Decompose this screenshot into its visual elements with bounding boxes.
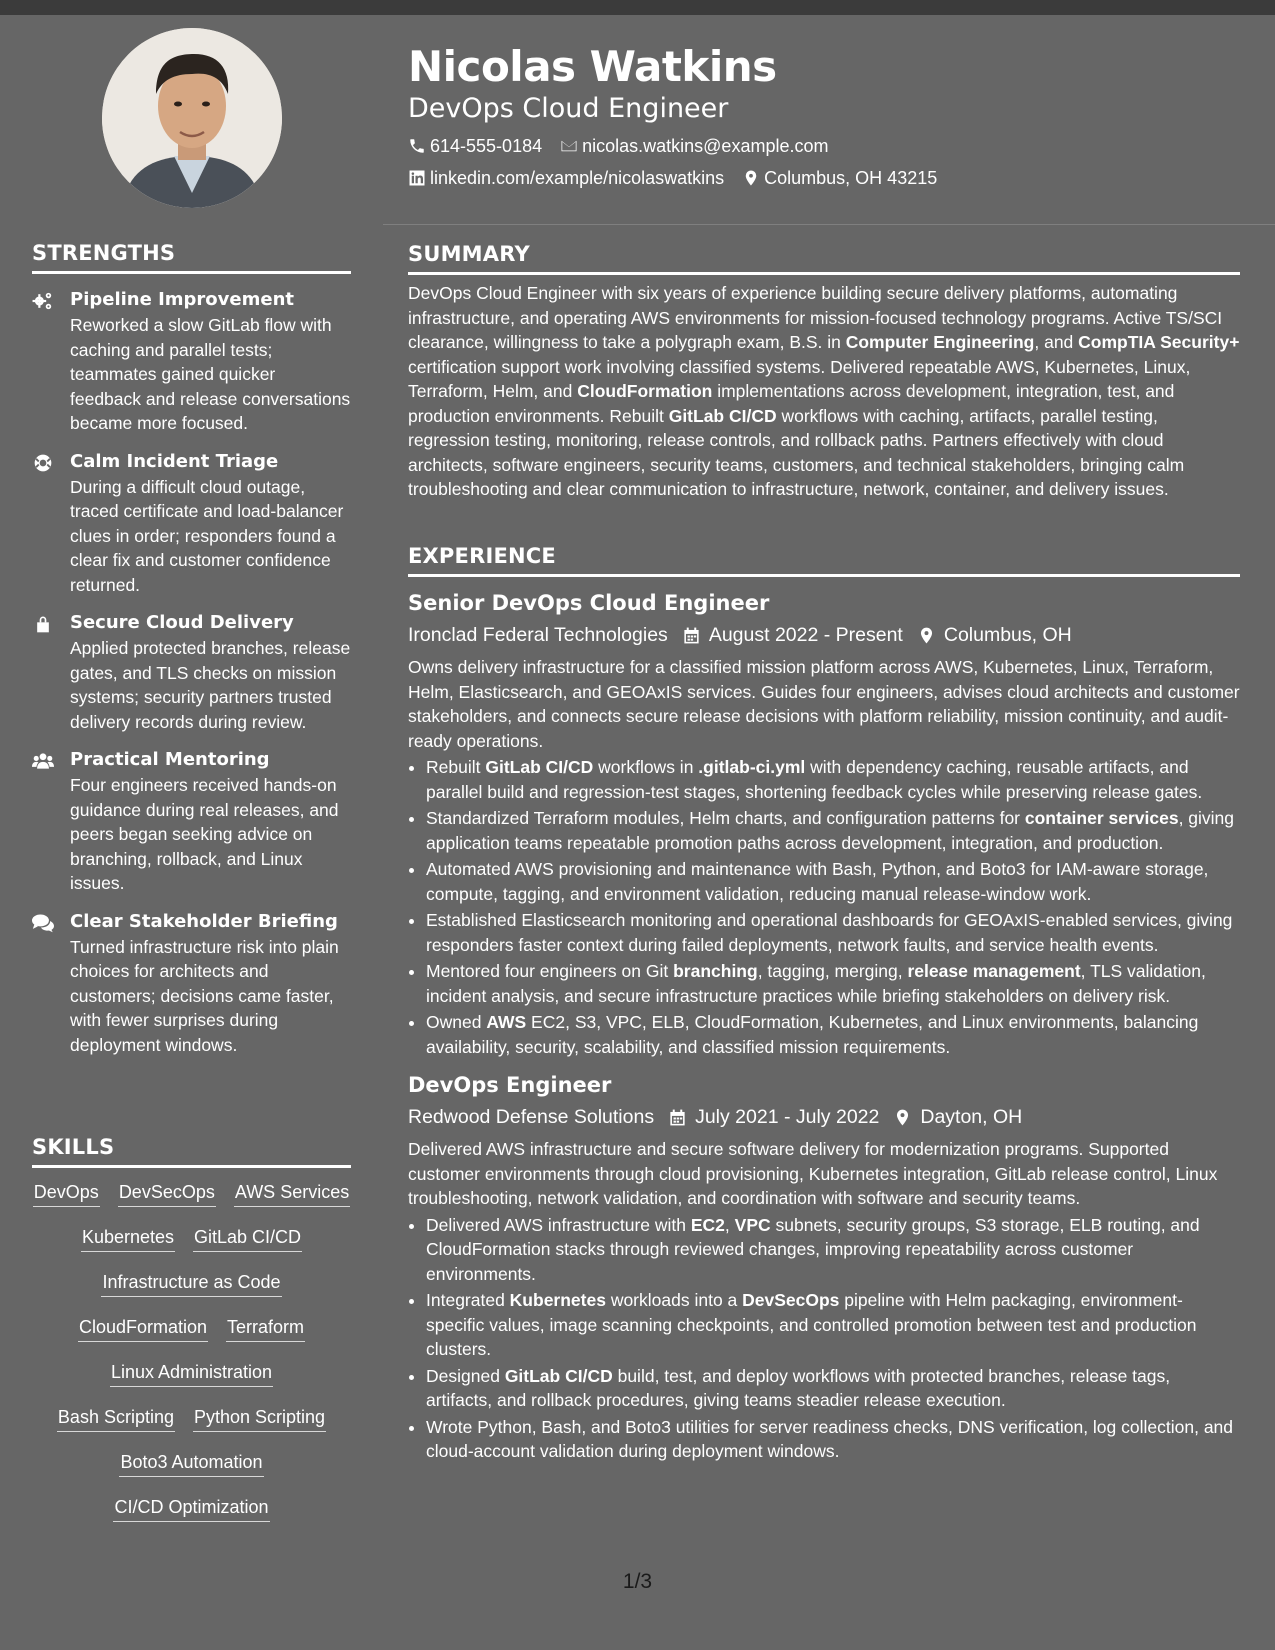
- map-marker-icon: [917, 626, 936, 645]
- skills-heading: SKILLS: [32, 1135, 351, 1168]
- location-contact: [742, 166, 937, 190]
- bullet-item: • Standardized Terraform modules, Helm charts, and configuration patterns for container services, giving application teams repeatable promotion paths across development, integration, and production.: [426, 806, 1240, 855]
- skill-tag: Boto3 Automation: [119, 1450, 263, 1477]
- bullet-item: • Automated AWS provisioning and maintenance with Bash, Python, and Boto3 for IAM-aware storage, compute, tagging, and environment validation, reducing manual release-window work.: [426, 857, 1240, 906]
- bold-term: DevSecOps: [742, 1290, 840, 1310]
- calendar-icon: [668, 1108, 687, 1127]
- bold-term: AWS: [486, 1012, 527, 1032]
- phone-icon: [408, 137, 426, 155]
- strengths-heading: STRENGTHS: [32, 241, 351, 274]
- skill-tag: Python Scripting: [193, 1405, 326, 1432]
- bold-term: container services: [1024, 808, 1179, 828]
- job-entry: [408, 589, 1240, 1059]
- bold-term: CompTIA Security+: [1078, 332, 1240, 352]
- company-name: Redwood Defense Solutions: [408, 1106, 655, 1128]
- skill-tag: Infrastructure as Code: [101, 1270, 281, 1297]
- job-bullets: [408, 755, 1240, 1059]
- skill-tag: Bash Scripting: [57, 1405, 175, 1432]
- skills-list: [32, 1180, 351, 1540]
- job-description: Delivered AWS infrastructure and secure software delivery for modernization programs. Supported customer environments through cloud provisioning, Kubernetes integration, GitLab release control, Linux troubleshooting, network validation, and coordination with software and security teams.: [408, 1139, 1218, 1208]
- gears-icon: [32, 291, 54, 311]
- skill-tag: GitLab CI/CD: [193, 1225, 302, 1252]
- candidate-title: DevOps Cloud Engineer: [408, 93, 729, 124]
- bold-term: GitLab CI/CD: [504, 1365, 613, 1386]
- bullet-item: • Wrote Python, Bash, and Boto3 utilities for server readiness checks, DNS verification, log collection, and cloud-account validation during deployment windows.: [426, 1415, 1240, 1464]
- job-title: Senior DevOps Cloud Engineer: [408, 591, 770, 615]
- strength-title: Calm Incident Triage: [70, 450, 279, 472]
- candidate-name: Nicolas Watkins: [408, 42, 777, 91]
- location-text: Columbus, OH 43215: [764, 168, 938, 188]
- bold-term: GitLab CI/CD: [485, 757, 594, 777]
- calendar-icon: [682, 626, 701, 645]
- bullet-item: • Rebuilt GitLab CI/CD workflows in .gitlab-ci.yml with dependency caching, reusable artifacts, and parallel build and regression-test stages, shortening feedback cycles while preserving release gates.: [426, 755, 1240, 804]
- skill-row: [32, 1495, 351, 1540]
- job-location: Dayton, OH: [920, 1106, 1023, 1128]
- skill-tag: CI/CD Optimization: [113, 1495, 269, 1522]
- strength-title: Practical Mentoring: [70, 749, 270, 770]
- strength-title: Pipeline Improvement: [70, 289, 294, 310]
- contact-row-2: [408, 166, 1248, 190]
- linkedin-text: linkedin.com/example/nicolaswatkins: [430, 168, 725, 188]
- comments-icon: [32, 913, 54, 933]
- strength-title: Clear Stakeholder Briefing: [70, 910, 338, 932]
- skill-tag: DevSecOps: [118, 1180, 216, 1207]
- email-text: nicolas.watkins@example.com: [582, 136, 829, 156]
- experience-section: [408, 544, 1240, 1466]
- profile-photo: [102, 28, 282, 208]
- skill-row: [32, 1360, 351, 1405]
- strength-item: [32, 450, 351, 598]
- envelope-icon: [560, 137, 578, 155]
- job-dates: July 2021 - July 2022: [695, 1106, 880, 1128]
- bullet-item: • Established Elasticsearch monitoring and operational dashboards for GEOAxIS-enabled services, giving responders faster context during failed deployments, network faults, and service health events.: [426, 908, 1240, 957]
- skill-tag: DevOps: [33, 1180, 100, 1207]
- skill-row: [32, 1270, 351, 1315]
- strength-text: Applied protected branches, release gates, and TLS checks on mission systems; security partners trusted delivery records during review.: [70, 638, 351, 732]
- strength-text: Turned infrastructure risk into plain choices for architects and customers; decisions came faster, with fewer surprises during deployment windows.: [70, 936, 339, 1055]
- skills-section: [32, 1135, 351, 1540]
- job-meta: [408, 621, 1240, 649]
- job-title: DevOps Engineer: [408, 1073, 612, 1097]
- bullet-item: • Integrated Kubernetes workloads into a DevSecOps pipeline with Helm packaging, environment-specific values, image scanning checkpoints, and controlled promotion between test and production clusters.: [426, 1288, 1240, 1362]
- strength-item: [32, 611, 351, 734]
- job-description: Owns delivery infrastructure for a classified mission platform across AWS, Kubernetes, Linux, Terraform, Helm, Elasticsearch, and GEOAxIS services. Guides four engineers, advises cloud architects and customer stakeholders, and connects secure release decisions with platform reliability, mission continuity, and audit-ready operations.: [408, 657, 1240, 751]
- bullet-item: • Owned AWS EC2, S3, VPC, ELB, CloudFormation, Kubernetes, and Linux environments, balancing availability, security, scalability, and classified mission requirements.: [426, 1010, 1240, 1059]
- skill-row: [32, 1315, 351, 1360]
- bold-term: release management: [907, 961, 1081, 981]
- bold-term: GitLab CI/CD: [668, 405, 777, 426]
- bullet-item: • Delivered AWS infrastructure with EC2, VPC subnets, security groups, S3 storage, ELB routing, and CloudFormation stacks through reviewed changes, improving repeatability across customer environments.: [426, 1213, 1240, 1287]
- experience-heading: EXPERIENCE: [408, 544, 1240, 577]
- contact-row-1: [408, 134, 1248, 158]
- job-entry: [408, 1071, 1240, 1464]
- skill-tag: Kubernetes: [81, 1225, 175, 1252]
- skill-tag: Terraform: [226, 1315, 305, 1342]
- resume-header: [408, 42, 1248, 190]
- bold-term: CloudFormation: [577, 381, 713, 401]
- bold-term: Kubernetes: [509, 1290, 606, 1310]
- linkedin-contact[interactable]: [408, 166, 724, 190]
- strength-text: Reworked a slow GitLab flow with caching and parallel tests; teammates gained quicker feedback and release conversations became more focused.: [70, 315, 351, 433]
- bold-term: EC2: [690, 1214, 725, 1235]
- skill-row: [32, 1450, 351, 1495]
- top-bar: [0, 0, 1275, 15]
- lifebuoy-icon: [32, 453, 54, 473]
- email-contact[interactable]: [560, 134, 828, 158]
- summary-heading: SUMMARY: [408, 242, 1240, 275]
- strengths-list: [32, 288, 351, 1057]
- bold-term: branching: [673, 961, 758, 981]
- job-bullets: [408, 1213, 1240, 1464]
- phone-text: 614-555-0184: [430, 136, 543, 156]
- map-marker-icon: [742, 169, 760, 187]
- summary-text: DevOps Cloud Engineer with six years of experience building secure delivery platforms, automating infrastructure, and operating AWS environments for mission-focused technology programs. Active TS/SCI clearance, willingness to take a polygraph exam, B.S. in Computer Engineering, and CompTIA Security+ certification support work involving classified systems. Delivered repeatable AWS, Kubernetes, Linux, Terraform, Helm, and CloudFormation implementations across development, integration, test, and production environments. Rebuilt GitLab CI/CD workflows with caching, artifacts, parallel testing, regression testing, monitoring, release controls, and rollback paths. Partners effectively with cloud architects, software engineers, security teams, customers, and technical stakeholders, bringing calm troubleshooting and clear communication to infrastructure, network, container, and delivery issues.: [408, 283, 1240, 499]
- bold-term: VPC: [734, 1214, 771, 1235]
- skill-row: [32, 1225, 351, 1270]
- skill-tag: Linux Administration: [110, 1360, 273, 1387]
- lock-icon: [32, 614, 54, 634]
- skill-row: [32, 1180, 351, 1225]
- strength-item: [32, 288, 351, 436]
- bullet-item: • Mentored four engineers on Git branching, tagging, merging, release management, TLS validation, incident analysis, and secure infrastructure practices while briefing stakeholders on delivery risk.: [426, 959, 1240, 1008]
- skill-tag: CloudFormation: [78, 1315, 208, 1342]
- strengths-section: [32, 241, 351, 1057]
- strength-title: Secure Cloud Delivery: [70, 612, 294, 633]
- page-number: 1/3: [622, 1570, 653, 1593]
- summary-section: [408, 242, 1240, 502]
- company-name: Ironclad Federal Technologies: [408, 624, 668, 646]
- strength-text: During a difficult cloud outage, traced certificate and load-balancer clues in order; responders found a clear fix and customer confidence returned.: [70, 476, 344, 595]
- bold-term: Computer Engineering: [845, 332, 1035, 352]
- strength-text: Four engineers received hands-on guidance during real releases, and peers began seeking advice on branching, rollback, and Linux issues.: [70, 775, 339, 893]
- strength-item: [32, 910, 351, 1058]
- header-divider: [383, 224, 1275, 225]
- skill-tag: AWS Services: [234, 1180, 350, 1207]
- skill-row: [32, 1405, 351, 1450]
- bullet-item: • Designed GitLab CI/CD build, test, and deploy workflows with protected branches, release tags, artifacts, and rollback procedures, giving teams steadier release execution.: [426, 1364, 1240, 1413]
- job-meta: [408, 1103, 1240, 1131]
- job-location: Columbus, OH: [943, 624, 1072, 646]
- strength-item: [32, 748, 351, 896]
- phone-contact[interactable]: [408, 134, 542, 158]
- users-icon: [32, 751, 54, 771]
- linkedin-icon: [408, 169, 426, 187]
- job-dates: August 2022 - Present: [708, 624, 903, 646]
- bold-term: .gitlab-ci.yml: [698, 757, 806, 777]
- map-marker-icon: [893, 1108, 912, 1127]
